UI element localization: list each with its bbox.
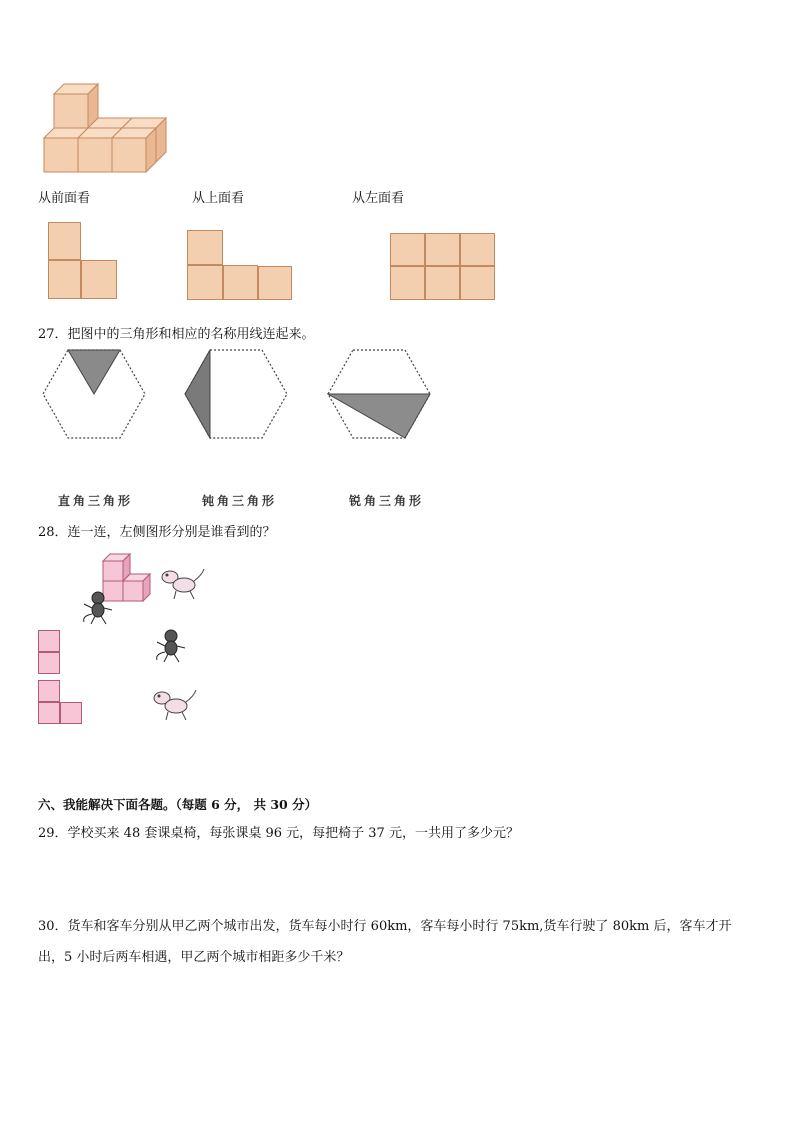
q29-text: 29．学校买来 48 套课桌椅，每张课桌 96 元，每把椅子 37 元，一共用了多少元？ — [38, 826, 519, 841]
dog-icon — [160, 565, 208, 601]
monkey-icon — [153, 628, 189, 664]
q30-text-line1: 30．货车和客车分别从甲乙两个城市出发，货车每小时行 60km，客车每小时行 75km,货车行驶了 80km 后，客车才开 — [38, 919, 732, 934]
hexagon-figure-2 — [184, 349, 288, 439]
cube-stack-figure — [40, 80, 175, 175]
section-6-heading: 六、我能解决下面各题。（每题 6 分， 共 30 分） — [38, 797, 318, 812]
q30-text-line2: 出，5 小时后两车相遇，甲乙两个城市相距多少千米？ — [38, 950, 350, 965]
label-right-triangle: 直角三角形 — [58, 494, 134, 508]
q28-prompt: 28．连一连，左侧图形分别是谁看到的？ — [38, 525, 276, 540]
view-figure-l-shape — [38, 680, 82, 724]
view-label-top: 从上面看 — [192, 191, 245, 206]
view-label-left: 从左面看 — [352, 191, 405, 206]
label-acute-triangle: 锐角三角形 — [349, 494, 425, 508]
top-view-figure — [187, 230, 293, 301]
hexagon-figure-1 — [42, 349, 146, 439]
left-view-figure — [390, 233, 495, 300]
view-label-front: 从前面看 — [38, 191, 91, 206]
q27-prompt: 27．把图中的三角形和相应的名称用线连起来。 — [38, 327, 315, 342]
front-view-figure — [48, 222, 118, 300]
monkey-icon — [80, 590, 116, 626]
hexagon-figure-3 — [327, 349, 431, 439]
label-obtuse-triangle: 钝角三角形 — [202, 494, 278, 508]
view-figure-vertical — [38, 630, 60, 674]
dog-icon — [152, 686, 200, 722]
